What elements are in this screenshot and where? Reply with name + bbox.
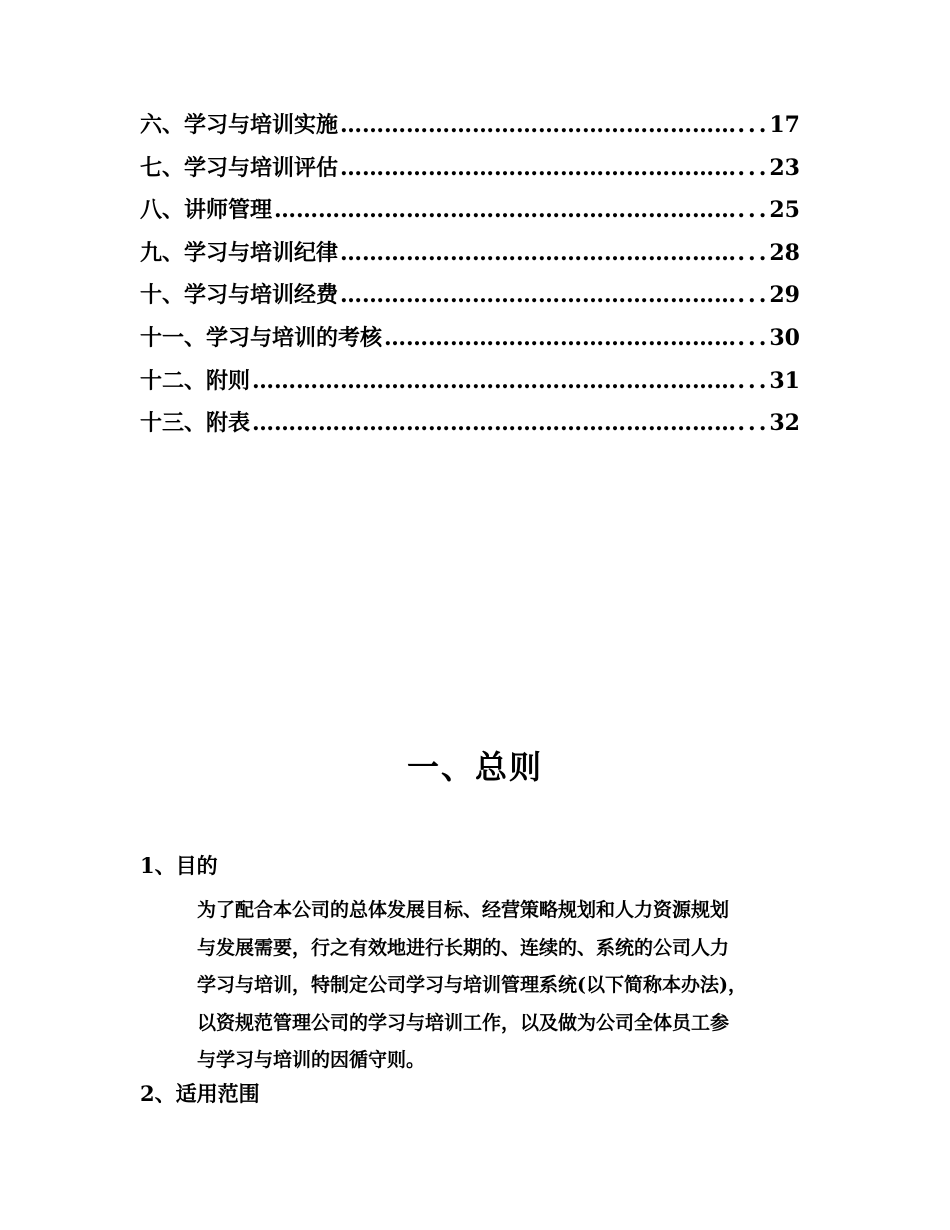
toc-entry-title: 六、学习与培训实施 [140,112,339,138]
toc-entry-title: 八、讲师管理 [140,197,273,224]
toc-entry[interactable] [140,406,800,449]
paragraph-line: 为了配合本公司的总体发展目标、经营策略规划和人力资源规划 [197,899,730,921]
toc-page-number: 30 [769,324,800,351]
toc-entry-title: 十二、附则 [140,367,251,394]
toc-entry-title: 九、学习与培训纪律 [140,239,339,266]
toc-leader-dots [340,112,735,138]
toc-leader-dots [252,368,735,394]
paragraph-line: 与学习与培训的因循守则。 [197,1049,426,1071]
toc-leader-tail: ... [737,112,770,138]
toc-leader-tail: ... [737,197,770,224]
toc-entry[interactable] [140,193,800,236]
chapter-title: 一、总则 [406,748,543,786]
toc-leader-tail: ... [737,239,770,266]
toc-leader-dots [384,325,735,351]
toc-entry-title: 七、学习与培训评估 [140,154,339,181]
toc-leader-dots [340,240,735,266]
paragraph-line: 与发展需要，行之有效地进行长期的、连续的、系统的公司人力 [197,936,730,959]
toc-page-number: 32 [769,410,800,437]
toc-leader-tail: ... [737,367,770,394]
toc-entry[interactable] [140,278,800,321]
toc-entry[interactable] [140,108,800,151]
section-heading-purpose: 1、目的 [140,853,218,878]
toc-entry-title: 十、学习与培训经费 [140,282,339,309]
toc-page-number: 29 [769,282,800,309]
toc-entry-title: 十一、学习与培训的考核 [140,324,383,351]
paragraph-line: 学习与培训，特制定公司学习与培训管理系统(以下简称本办法)， [197,974,747,996]
purpose-paragraph [197,892,819,1080]
toc-entry-title: 十三、附表 [140,410,251,437]
toc-entry[interactable] [140,364,800,407]
toc-page-number: 31 [769,367,800,394]
toc-leader-dots [252,410,735,436]
toc-page-number: 23 [769,154,800,181]
toc-leader-dots [340,155,735,181]
toc-entry[interactable] [140,236,800,279]
toc-page-number: 17 [769,112,800,138]
toc-entry[interactable] [140,151,800,194]
toc-leader-tail: ... [737,410,770,437]
toc-leader-dots [274,197,735,223]
toc-leader-dots [340,282,735,308]
section-heading-scope: 2、适用范围 [140,1081,260,1106]
paragraph-line: 以资规范管理公司的学习与培训工作，以及做为公司全体员工参 [197,1011,730,1034]
table-of-contents [140,108,800,449]
toc-leader-tail: ... [737,154,770,181]
toc-page-number: 25 [769,197,800,224]
toc-leader-tail: ... [737,324,770,351]
toc-leader-tail: ... [737,282,770,309]
toc-entry[interactable] [140,321,800,364]
toc-page-number: 28 [769,239,800,266]
